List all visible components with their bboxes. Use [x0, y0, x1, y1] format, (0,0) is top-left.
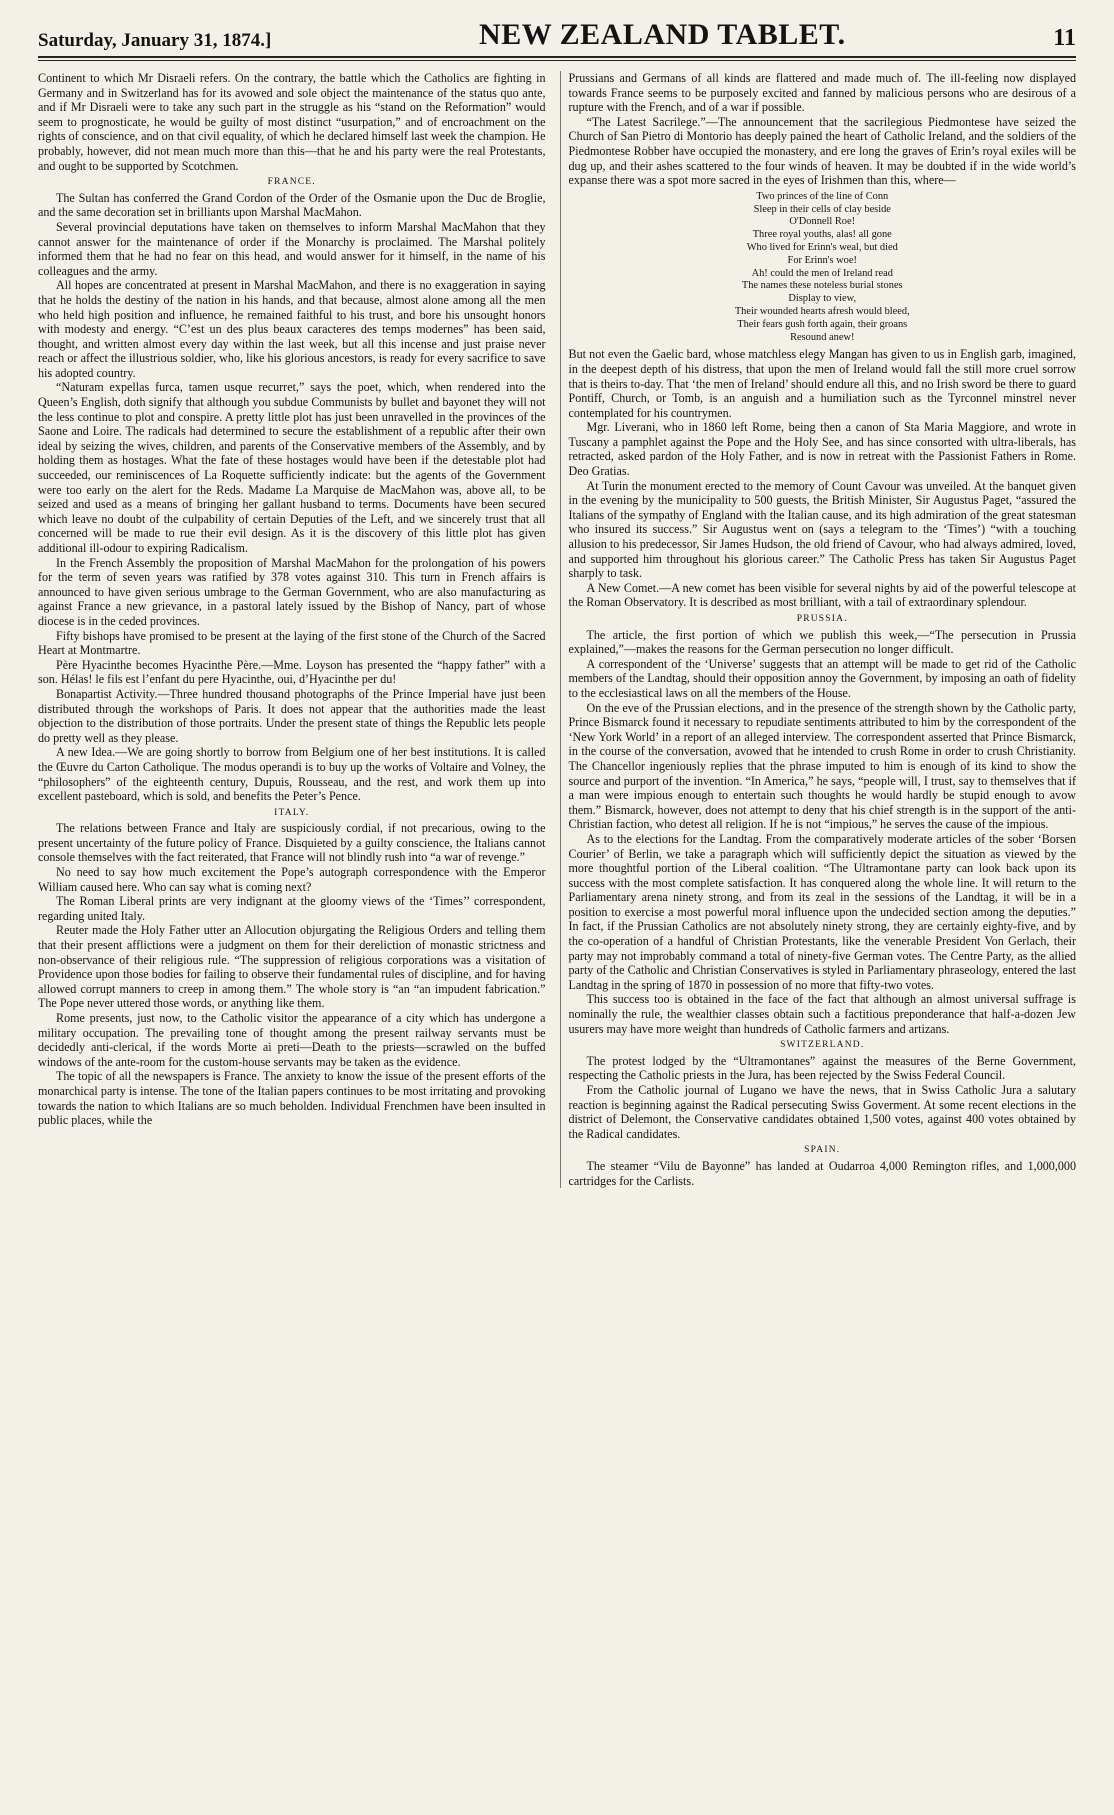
- article-paragraph: At Turin the monument erected to the memory of Count Cavour was unveiled. At the banquet given in the evening by the municipality to 500 guests, the British Minister, Sir Augustus Paget, “assured the Italians of the sympathy of England with the Italian cause, and its high admiration of the great statesman who insured its success.” Sir Augustus went on (says a telegram to the ‘Times’) “with a touching allusion to his predecessor, Sir James Hudson, the old friend of Cavour, who had always admired, loved, and supported him throughout his glorious career.” The Catholic Press has taken Sir Augustus Paget sharply to task.: [568, 478, 1076, 581]
- masthead-rule-thin: [38, 60, 1076, 61]
- article-paragraph: The Sultan has conferred the Grand Cordon of the Order of the Osmanie upon the Duc de Broglie, and the same decoration set in brilliants upon Marshal MacMahon.: [38, 190, 546, 220]
- article-paragraph: The Roman Liberal prints are very indignant at the gloomy views of the ‘Times’’ correspondent, regarding united Italy.: [38, 894, 546, 923]
- article-paragraph: Fifty bishops have promised to be present at the laying of the first stone of the Church of the Sacred Heart at Montmartre.: [38, 628, 546, 658]
- article-paragraph: Reuter made the Holy Father utter an Allocution objurgating the Religious Orders and telling them that their present afflictions were a judgment on them for their dereliction of monastic strictness and non-observance of their religious rule. “The suppression of religious corporations was a visitation of Providence upon those bodies for failing to observe their fundamental rules of discipline, and for having allowed corrupt manners to creep in among them.” The whole story is “an “an impudent fabrication.” The Pope never uttered those words, or anything like them.: [38, 923, 546, 1011]
- poem-line: Who lived for Erinn's weal, but died: [746, 241, 898, 253]
- article-paragraph: This success too is obtained in the face of the fact that although an almost universal suffrage is nominally the rule, the wealthier classes obtain such a factitious preponderance that half-a-dozen Jew usurers may have more weight than hundreds of Catholic farmers and artizans.: [568, 992, 1076, 1036]
- poem-line: Their fears gush forth again, their groans: [737, 318, 908, 330]
- article-paragraph: Prussians and Germans of all kinds are flattered and made much of. The ill-feeling now displayed towards France seems to be purposely excited and fanned by malicious persons who are desirous of a rupture with the French, and of a war if possible.: [568, 71, 1076, 115]
- article-paragraph: Continent to which Mr Disraeli refers. On the contrary, the battle which the Catholics are fighting in Germany and in Switzerland has for its avowed and sole object the maintenance of the status quo ante, and if Mr Disraeli were to take any such part in the struggle as his “stand on the Reformation” would seem to prognosticate, he would be guilty of most distinct “usurpation,” and of encroachment on the rights of conscience, and on that civil equality, of which he declared himself last week the champion. He probably, however, did not mean much more than this—that he and his party were the real Protestants, and ought to be supported by Scotchmen.: [38, 71, 546, 173]
- issue-date: Saturday, January 31, 1874.]: [38, 30, 272, 51]
- poem-line: O'Donnell Roe!: [789, 216, 856, 228]
- poem-line: Three royal youths, alas! all gone: [752, 229, 892, 241]
- article-paragraph: The relations between France and Italy are suspiciously cordial, if not precarious, owing to the present uncertainty of the future policy of France. Disquieted by a guilty conscience, the Italians cannot console themselves with the fact reiterated, that France will not blindly rush into “a war of revenge.”: [38, 821, 546, 865]
- article-paragraph: On the eve of the Prussian elections, and in the presence of the strength shown by the Catholic party, Prince Bismarck found it necessary to repudiate sentiments attributed to him by the correspondent of the ‘New York World’ in a report of an alleged interview. The correspondent asserted that Prince Bismarck, in the course of the conversation, avowed that he intended to crush Rome in order to crush Christianity. The Chancellor ingeniously replies that the phrase imputed to him is enough of its kind to show the source and purport of the invention. “In America,” he says, “people will, I trust, say to themselves that if a man were impious enough to entertain such thoughts he would hardly be stupid enough to avow them.” Bismarck, however, does not attempt to deny that his chief strength is in the support of the anti-Christian faction, who detest all religion. If he is not “impious,” he serves the cause of the impious.: [568, 700, 1076, 832]
- poem-line: Two princes of the line of Conn: [756, 190, 889, 202]
- article-paragraph: From the Catholic journal of Lugano we have the news, that in Swiss Catholic Jura a salutary reaction is beginning against the Radical persecuting Swiss Goverment. At some recent elections in the district of Delemont, the Conservative candidates obtained 1,500 votes, against 400 votes obtained by the Radical candidates.: [568, 1083, 1076, 1141]
- section-heading: SPAIN.: [804, 1145, 841, 1156]
- newspaper-title: NEW ZEALAND TABLET.: [479, 18, 846, 51]
- left-column: [38, 71, 546, 1188]
- article-paragraph: The article, the first portion of which we publish this week,—“The persecution in Prussia explained,”—makes the reasons for the German persecution no longer difficult.: [568, 627, 1076, 657]
- poem-line: Sleep in their cells of clay beside: [753, 203, 891, 215]
- right-column: [560, 71, 1077, 1188]
- article-paragraph: A correspondent of the ‘Universe’ suggests that an attempt will be made to get rid of the Catholic members of the Landtag, should their opposition annoy the Government, by imposing an oath of fidelity to the ecclesiastical laws on all the members of the House.: [568, 656, 1076, 700]
- article-paragraph: Several provincial deputations have taken on themselves to inform Marshal MacMahon that they cannot answer for the maintenance of order if the Monarchy is proclaimed. The Marshal politely informed them that he had no fear on this head, and would answer for it himself, in the name of his colleagues and the army.: [38, 219, 546, 278]
- poem-stanza: [569, 191, 1077, 345]
- poem-line: For Erinn's woe!: [787, 254, 857, 266]
- section-heading: PRUSSIA.: [796, 614, 848, 624]
- section-heading: FRANCE.: [267, 177, 316, 188]
- article-columns: [38, 71, 1076, 1188]
- poem-line: The names these noteless burial stones: [741, 280, 903, 292]
- article-paragraph: Rome presents, just now, to the Catholic visitor the appearance of a city which has undergone a military occupation. The prevailing tone of thought among the present railway servants must be decidedly anti-clerical, if the words Morte ai preti—Death to the priests—scrawled on the buffed windows of the ante-room for the custom-house servants may be taken as the evidence.: [38, 1011, 546, 1069]
- poem-line: Ah! could the men of Ireland read: [751, 267, 893, 279]
- poem-line: Resound anew!: [790, 331, 855, 343]
- article-paragraph: But not even the Gaelic bard, whose matchless elegy Mangan has given to us in English garb, imagined, in the deepest depth of his distress, that upon the men of Ireland would fall the still more cruel sorrow that is theirs to-day. That ‘the men of Ireland’ should endure all this, and no Irish sword be there to guard Pontiff, Church, or Tomb, is an anguish and a humiliation such as the Tyrconnel minstrel never contemplated for his countrymen.: [568, 347, 1076, 420]
- masthead-rule: [38, 56, 1076, 58]
- article-paragraph: No need to say how much excitement the Pope’s autograph correspondence with the Emperor William caused here. Who can say what is coming next?: [38, 865, 546, 894]
- article-paragraph: Mgr. Liverani, who in 1860 left Rome, being then a canon of Sta Maria Maggiore, and wrote in Tuscany a pamphlet against the Pope and the Holy See, and has since consorted with ultra-liberals, has retracted, asked pardon of the Holy Father, and is now in retreat with the Passionist Fathers in Rome. Deo Gratias.: [568, 420, 1076, 479]
- article-paragraph: In the French Assembly the proposition of Marshal MacMahon for the prolongation of his powers for the term of seven years was ratified by 378 votes against 310. This turn in French affairs is announced to have given serious umbrage to the German Government, who are also manufacturing as against France a new grievance, in a pastoral lately issued by the Bishop of Nancy, part of whose diocese is in the ceded provinces.: [38, 555, 546, 628]
- page-number: 11: [1053, 25, 1076, 51]
- article-paragraph: “The Latest Sacrilege.”—The announcement that the sacrilegious Piedmontese have seized the Church of San Pietro di Montorio has deeply pained the heart of Catholic Ireland, and the soldiers of the Piedmontese Robber have occupied the monastery, and ere long the graves of Erin’s royal exiles will be dug up, and their ashes scattered to the four winds of heaven. It may be doubted if in the wide world’s expanse there was a spot more sacred in the eyes of Irishmen than this, where—: [568, 114, 1076, 188]
- poem-line: Their wounded hearts afresh would bleed,: [734, 305, 910, 317]
- poem-line: Display to view,: [788, 293, 857, 305]
- section-heading: SWITZERLAND.: [780, 1040, 865, 1051]
- masthead: [38, 10, 1076, 52]
- article-paragraph: A new Idea.—We are going shortly to borrow from Belgium one of her best institutions. It is called the Œuvre du Carton Catholique. The modus operandi is to buy up the works of Voltaire and Volney, the “philosophers” of the eighteenth century, Dupuis, Rousseau, and the rest, and work them up into excellent pasteboard, which is sold, and benefits the Peter’s Pence.: [38, 745, 546, 804]
- article-paragraph: The protest lodged by the “Ultramontanes” against the measures of the Berne Government, respecting the Catholic priests in the Jura, has been rejected by the Swiss Federal Council.: [568, 1053, 1076, 1083]
- article-paragraph: “Naturam expellas furca, tamen usque recurret,” says the poet, which, when rendered into the Queen’s English, doth signify that although you subdue Communists by bullet and bayonet they will not the less continue to plot and conspire. A pretty little plot has just been unravelled in the provinces of the Saone and Loire. The radicals had determined to secure the establishment of a republic after their own ideal by seizing the wives, children, and parents of the Conservative members of the Assembly, and by holding them as hostages. What the fate of these hostages would have been if the detestable plot had succeeded, our reminiscences of La Roquette sufficiently indicate: but the agents of the Government were too early on the alert for the Reds. Madame La Marquise de MacMahon was, above all, to be seized and used as a means of bringing her gallant husband to terms. Documents have been secured which leave no doubt of the culpability of certain Deputies of the Left, and we sincerely trust that all concerned will be made to rue their evil design. As it is the discovery of this little plot has given additional ill-odour to expiring Radicalism.: [38, 380, 546, 555]
- article-paragraph: A New Comet.—A new comet has been visible for several nights by aid of the powerful telescope at the Roman Observatory. It is described as most brilliant, with a tail of extraordinary splendour.: [568, 580, 1076, 610]
- section-heading: ITALY.: [274, 807, 310, 818]
- article-paragraph: The steamer “Vilu de Bayonne” has landed at Oudarroa 4,000 Remington rifles, and 1,000,000 cartridges for the Carlists.: [568, 1158, 1076, 1188]
- article-paragraph: All hopes are concentrated at present in Marshal MacMahon, and there is no exaggeration in saying that he holds the destiny of the nation in his hands, and that because, almost alone among all the men who held high position and influence, he remained faithful to his trust, and bore his unsought honors with modesty and energy. “C’est un des plus beaux caracteres des temps modernes” has been said, thought, and written almost every day within the last week, but all this incense and just praise never reach or affect the illustrious soldier, who, like his glorious ancestors, is ready for every sacrifice to save his adopted country.: [38, 278, 546, 380]
- article-paragraph: Bonapartist Activity.—Three hundred thousand photographs of the Prince Imperial have just been distributed through the workshops of Paris. It does not appear that the authorities made the least objection to the distribution of those portraits. Under the present state of things the Republic lets people do pretty well as they please.: [38, 686, 546, 745]
- article-paragraph: Père Hyacinthe becomes Hyacinthe Père.—Mme. Loyson has presented the “happy father” with a son. Hélas! le fils est l’enfant du pere Hyacinthe, oui, d’Hyacinthe per du!: [38, 657, 546, 687]
- article-paragraph: As to the elections for the Landtag. From the comparatively moderate articles of the sober ‘Borsen Courier’ of Berlin, we take a paragraph which will sufficiently depict the situation as viewed by the more thoughtful portion of the Liberal coalition. “The Ultramontane party can look back upon its success with the most complete satisfaction. It has conquered along the whole line. It will return to the Parliamentary arena ninety strong, and from its zeal in the sessions of the Landtag, it will be in a position to exercise a most powerful moral influence upon the undecided section among the deputies.” In fact, if the Prussian Catholics are not absolutely ninety strong, they are certainly eighty-five, and by the co-operation of a handful of Christian Protestants, like the venerable President Von Gerlach, their party may not improbably command a total of ninety-five German votes. The Centre Party, as the allied party of the Catholic and Christian Conservatives is styled in Parliamentary phraseology, entered the last Landtag in the spring of 1870 in possession of no more that fifty-two votes.: [568, 831, 1076, 992]
- article-paragraph: The topic of all the newspapers is France. The anxiety to know the issue of the present efforts of the monarchical party is intense. The tone of the Italian papers continues to be most irritating and provoking towards the nation to which Italians are so much beholden. Individual Frenchmen have been insulted in public places, while the: [38, 1069, 546, 1128]
